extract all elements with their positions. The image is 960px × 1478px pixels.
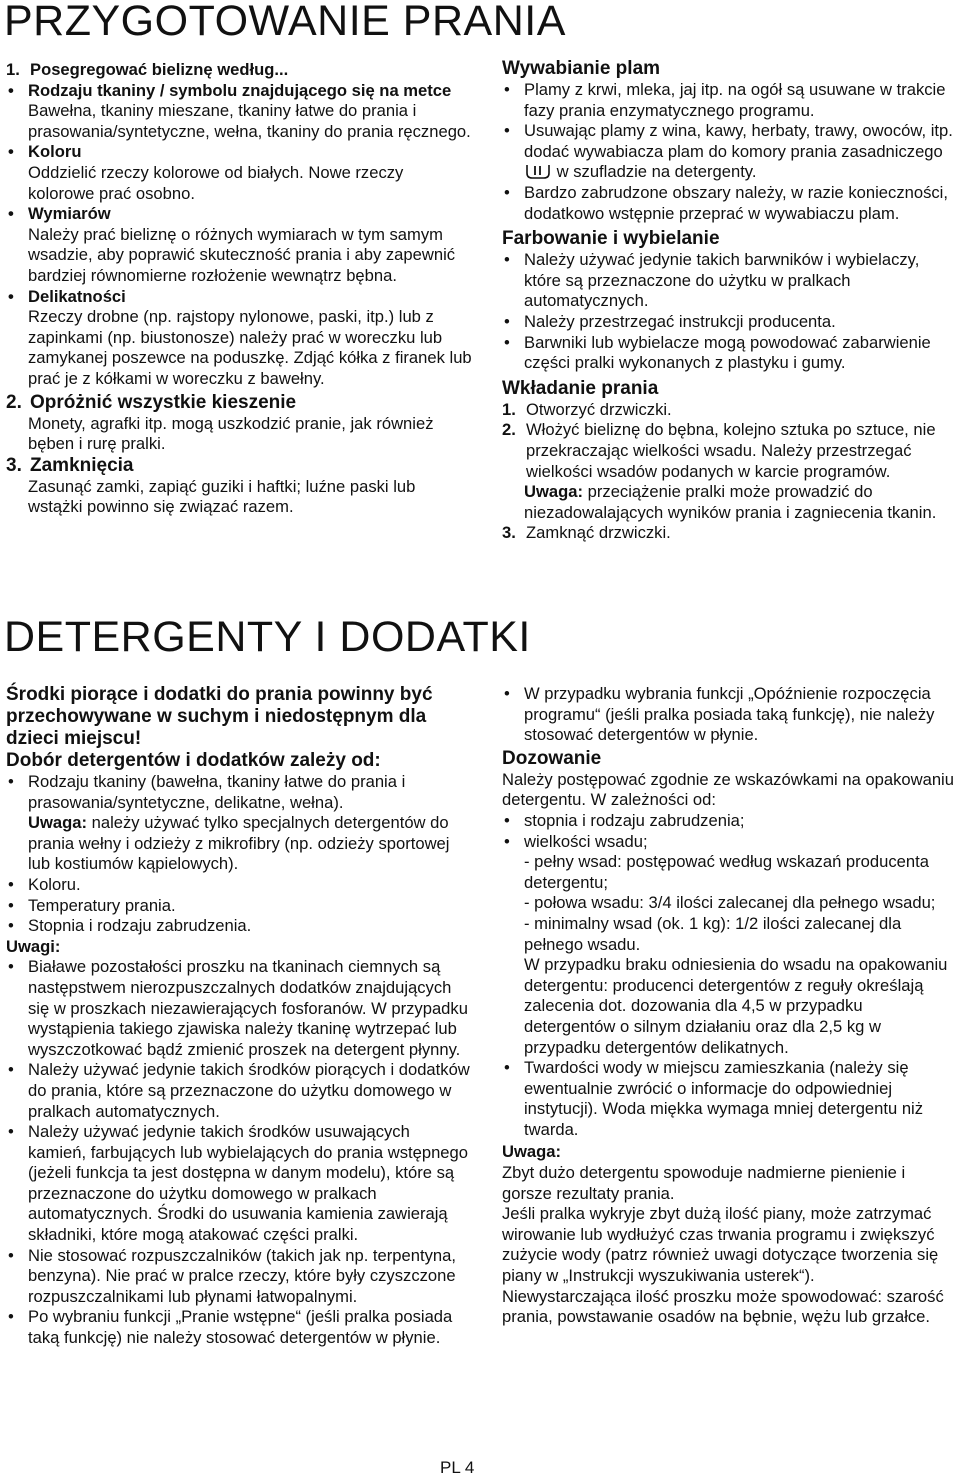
stains-item-text: Usuwając plamy z wina, kawy, herbaty, trawy, owoców, itp. dodać wywabiacza plam do komory prania zasadniczego: [524, 121, 953, 161]
notes-item: • Należy używać jedynie takich środków piorących i dodatków do prania, które są przeznaczone do użytku domowego w pralkach automatycznych.: [6, 1060, 472, 1122]
size-heading: • Wymiarów: [6, 204, 472, 225]
preparation-left-column: [6, 60, 472, 518]
step-number: 2.: [6, 391, 22, 413]
stains-heading: Wywabianie plam: [502, 58, 661, 79]
fabric-text: Bawełna, tkaniny mieszane, tkaniny łatwe do prania i prasowania/syntetyczne, wełna, tkaniny do prania ręcznego.: [28, 101, 471, 141]
step-number: 2.: [502, 420, 516, 440]
page-number: PL 4: [440, 1458, 475, 1477]
note-label: Uwaga:: [524, 482, 584, 502]
detergents-left-column: [6, 684, 472, 1349]
fabric-heading: • Rodzaju tkaniny / symbolu znajdującego się na metce: [6, 81, 472, 102]
loading-heading: Wkładanie prania: [502, 377, 659, 399]
water-hardness-item: • Twardości wody w miejscu zamieszkania (należy się ewentualnie zwrócić o informacje do odpowiedniej instytucji). Woda miękka wymaga mniej detergentu niż twarda.: [502, 1058, 958, 1140]
dyeing-item: • Należy używać jedynie takich barwników i wybielaczy, które są przeznaczone do użytku w pralkach automatycznych.: [502, 250, 958, 312]
step-number: 3.: [502, 523, 516, 543]
loading-note: [502, 482, 958, 523]
step-number: 1.: [502, 399, 516, 419]
stains-item: • Plamy z krwi, mleka, jaj itp. na ogół są usuwane w trakcie fazy prania enzymatycznego programu.: [502, 80, 958, 121]
pockets-text: Monety, agrafki itp. mogą uszkodzić pranie, jak również bęben i rurę pralki.: [28, 413, 434, 454]
color-heading: • Koloru: [6, 142, 472, 163]
dosing-item: • stopnia i rodzaju zabrudzenia;: [502, 811, 958, 832]
load-line: - minimalny wsad (ok. 1 kg): 1/2 ilości zalecanej dla pełnego wsadu.: [524, 913, 902, 954]
closures-text: Zasunąć zamki, zapiąć guziki i haftki; luźne paski lub wstążki powinno się związać razem.: [28, 476, 416, 517]
dosing-note-heading: Uwaga:: [502, 1142, 562, 1162]
note-label: Uwaga:: [28, 813, 88, 833]
loading-step: [502, 420, 958, 482]
section-title-detergents: DETERGENTY I DODATKI: [4, 613, 531, 661]
step-title: Opróżnić wszystkie kieszenie: [30, 391, 297, 413]
step-title: Posegregować bieliznę według...: [30, 60, 289, 79]
main-wash-compartment-icon: [524, 163, 552, 180]
dosing-item: • wielkości wsadu;: [502, 832, 958, 853]
step-title: Zamknięcia: [30, 454, 134, 476]
step-number: 3.: [6, 454, 22, 476]
section-title-preparation: PRZYGOTOWANIE PRANIA: [4, 0, 566, 45]
stains-item-tail: w szufladzie na detergenty.: [556, 162, 757, 182]
dosing-note-paragraph: Niewystarczająca ilość proszku może spowodować: szarość prania, powstawanie osadów na bębnie, wężu lub grzałce.: [502, 1286, 944, 1327]
load-line: - połowa wsadu: 3/4 ilości zalecanej dla pełnego wsadu;: [524, 893, 936, 913]
step-number: 1.: [6, 60, 20, 79]
loading-step: [502, 400, 958, 421]
preparation-right-column: [502, 58, 958, 544]
choice-item: • Stopnia i rodzaju zabrudzenia.: [6, 916, 472, 937]
dyeing-item: • Barwniki lub wybielacze mogą powodować zabarwienie części pralki wykonanych z plastyku i gumy.: [502, 333, 958, 374]
choice-item: • Temperatury prania.: [6, 896, 472, 917]
delicate-text: Rzeczy drobne (np. rajstopy nylonowe, paski, itp.) lub z zapinkami (np. biustonosze) należy prać w woreczku lub zamykanej poszewce na poduszkę. Zdjąć kółka z firanek lub prać je z kółkami w woreczku z bawełny.: [28, 307, 472, 388]
dosing-intro: Należy postępować zgodnie ze wskazówkami na opakowaniu detergentu. W zależności od:: [502, 769, 954, 810]
step-text: Włożyć bieliznę do bębna, kolejno sztuka po sztuce, nie przekraczając wielkości wsadu. Należy przestrzegać wielkości wsadów podanych w karcie programów.: [526, 420, 936, 481]
step-closures: [6, 455, 472, 477]
step-pockets: [6, 392, 472, 414]
load-line: - pełny wsad: postępować według wskazań producenta detergentu;: [524, 852, 929, 892]
notes-heading: Uwagi:: [6, 936, 61, 956]
delicate-heading: • Delikatności: [6, 287, 472, 308]
step-sort: [6, 60, 472, 81]
dosing-note-paragraph: Zbyt dużo detergentu spowoduje nadmierne pienienie i gorsze rezultaty prania.: [502, 1163, 906, 1203]
step-text: Zamknąć drzwiczki.: [526, 523, 671, 543]
size-text: Należy prać bieliznę o różnych wymiarach w tym samym wsadzie, aby poprawić skuteczność prania i aby zapewnić bardziej równomierne rozłożenie wewnątrz bębna.: [28, 224, 456, 285]
notes-item: • Białawe pozostałości proszku na tkaninach ciemnych są następstwem nierozpuszczalnych dodatków znajdujących się w proszkach niezawierających fosforanów. W przypadku wystąpienia takiego zjawiska należy tkaninę wytrzepać lub wyszczotkować bądź zmienić proszek na detergent płynny.: [6, 957, 472, 1060]
notes-item: • Po wybraniu funkcji „Pranie wstępne“ (jeśli pralka posiada taką funkcję) nie należy stosować detergentów w płynie.: [6, 1307, 472, 1348]
load-paragraph: W przypadku braku odniesienia do wsadu na opakowaniu detergentu: producenci detergentów z reguły określają zalecenia dot. dozowania dla 4,5 w przypadku detergentów o silnym działaniu oraz dla 2,5 kg w przypadku detergentów delikatnych.: [524, 955, 948, 1057]
stains-item: • Bardzo zabrudzone obszary należy, w razie konieczności, dodatkowo wstępnie przeprać w wywabiaczu plam.: [502, 183, 958, 224]
choice-note: [6, 813, 472, 875]
notes-item: • Nie stosować rozpuszczalników (takich jak np. terpentyna, benzyna). Nie prać w pralce rzeczy, które były czyszczone rozpuszczalnikami lub płynami łatwopalnymi.: [6, 1246, 472, 1308]
choice-heading: Dobór detergentów i dodatków zależy od:: [6, 750, 381, 771]
dyeing-heading: Farbowanie i wybielanie: [502, 228, 720, 250]
color-text: Oddzielić rzeczy kolorowe od białych. Nowe rzeczy kolorowe prać osobno.: [28, 162, 404, 203]
notes-item: • Należy używać jedynie takich środków usuwających kamień, farbujących lub wybielających do prania wstępnego (jeżeli funkcja ta jest dostępna w danym modelu), które są przeznaczone do użytku domowego w pralkach automatycznych. Środki do usuwania kamienia zawierają składniki, które mogą atakować części pralki.: [6, 1122, 472, 1246]
choice-item: • Koloru.: [6, 875, 472, 896]
dosing-heading: Dozowanie: [502, 747, 602, 769]
note-text: należy używać tylko specjalnych detergentów do prania wełny i odzieży z mikrofibry (np. odzieży sportowej lub kostiumów kąpielowych).: [28, 813, 450, 874]
storage-warning: Środki piorące i dodatki do prania powinny być przechowywane w suchym i niedostępnym dla dzieci miejscu!: [6, 684, 433, 749]
note-text: przeciążenie pralki może prowadzić do niezadowalających wyników prania i zagniecenia tkanin.: [524, 482, 937, 522]
dyeing-item: • Należy przestrzegać instrukcji producenta.: [502, 312, 958, 333]
loading-step: [502, 523, 958, 544]
stains-item: [502, 121, 958, 183]
detergents-right-column: [502, 684, 958, 1328]
dosing-note-paragraph: Jeśli pralka wykryje zbyt dużą ilość piany, może zatrzymać wirowanie lub wydłużyć czas trwania programu i zwiększyć zużycie wody (patrz również uwagi dotyczące tworzenia się piany w „Instrukcji wyszukiwania usterek“).: [502, 1204, 939, 1286]
choice-item: • Rodzaju tkaniny (bawełna, tkaniny łatwe do prania i prasowania/syntetyczne, delikatne, wełna).: [6, 772, 472, 813]
delay-start-note: • W przypadku wybrania funkcji „Opóźnienie rozpoczęcia programu“ (jeśli pralka posiada taką funkcję), nie należy stosować detergentów w płynie.: [502, 684, 958, 746]
step-text: Otworzyć drzwiczki.: [526, 399, 672, 419]
